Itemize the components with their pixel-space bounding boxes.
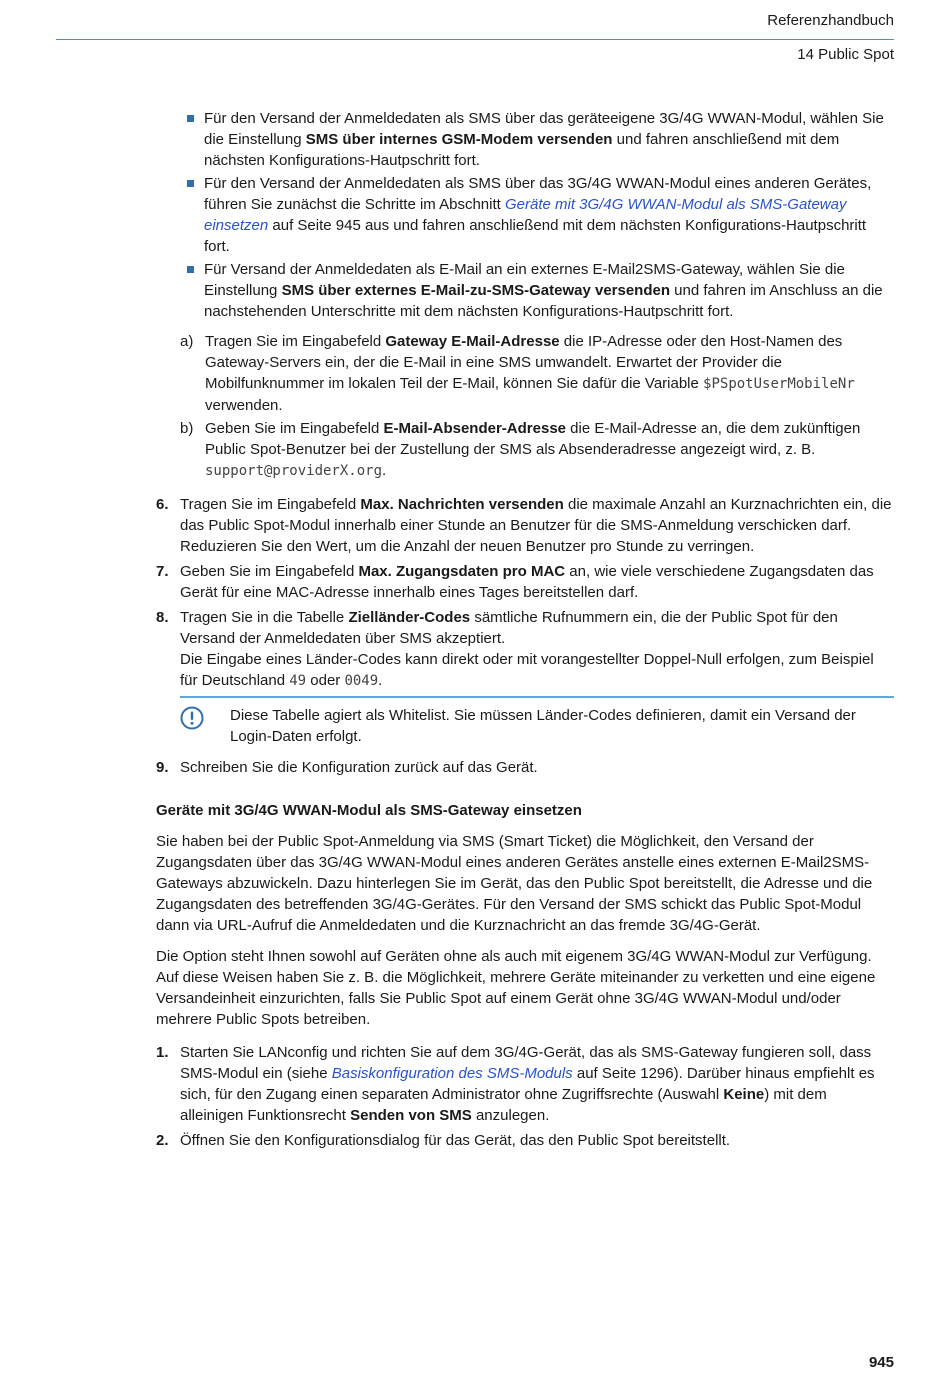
list-item: Für den Versand der Anmeldedaten als SMS über das 3G/4G WWAN-Modul eines anderen Gerätes, führen Sie zunächst die Schritte im Abschnitt Geräte mit 3G/4G WWAN-Modul als SMS-Gateway einsetzen auf Seite 945 aus und fahren anschließend mit dem nächsten Konfigurations-Hautpschritt fort. [184, 173, 894, 257]
cross-reference-link[interactable]: Geräte mit 3G/4G WWAN-Modul als SMS-Gateway einsetzen [204, 196, 847, 234]
bullet-square-icon [187, 180, 194, 187]
note-box [180, 696, 894, 751]
table-name: Zielländer-Codes [348, 609, 471, 626]
step-number: 8. [156, 609, 169, 626]
option-bullet-list [184, 108, 894, 322]
code-variable: $PSpotUserMobileNr [703, 376, 855, 392]
paragraph: Die Option steht Ihnen sowohl auf Geräten ohne als auch mit eigenem 3G/4G WWAN-Modul zur Verfügung. Auf diese Weisen haben Sie z. B. die Möglichkeit, mehrere Geräte miteinander zu verketten und eine eigene Versandeinheit einzurichten, falls Sie Public Spot auf einem Gerät ohne 3G/4G WWAN-Modul und/oder mehrere Public Spots betreiben. [156, 948, 876, 1028]
manual-title: Referenzhandbuch [767, 12, 894, 29]
numbered-step-list [156, 1042, 894, 1151]
code-country: 0049 [344, 673, 379, 689]
field-name: Max. Nachrichten versenden [360, 496, 564, 513]
document-body [56, 108, 894, 1155]
page-header [56, 10, 894, 66]
step-item: 1. Starten Sie LANconfig und richten Sie auf dem 3G/4G-Gerät, das als SMS-Gateway fungieren soll, dass SMS-Modul ein (siehe Basiskonfiguration des SMS-Moduls auf Seite 1296). Darüber hinaus empfiehlt es sich, für den Zugang einen separaten Administrator ohne Zugriffsrechte (Auswahl Keine) mit dem alleinigen Funktionsrecht Senden von SMS anzulegen. [156, 1044, 875, 1124]
field-name: Gateway E-Mail-Adresse [385, 333, 560, 350]
list-item: Für den Versand der Anmeldedaten als SMS über das geräteeigene 3G/4G WWAN-Modul, wählen Sie die Einstellung SMS über internes GSM-Modem versenden und fahren anschließend mit dem nächsten Konfigurations-Hautpschritt fort. [184, 108, 894, 171]
cross-reference-link[interactable]: Basiskonfiguration des SMS-Moduls [331, 1065, 573, 1082]
substep-marker: a) [180, 333, 194, 350]
bullet-square-icon [187, 115, 194, 122]
code-email: support@providerX.org [205, 463, 383, 479]
substep-item: b) Geben Sie im Eingabefeld E-Mail-Absender-Adresse die E-Mail-Adresse an, die dem zukünftigen Public Spot-Benutzer bei der Zustellung der SMS als Absenderadresse angezeigt wird, z. B. support@providerX.org. [180, 420, 861, 479]
setting-name: SMS über internes GSM-Modem versenden [305, 131, 613, 148]
step-item: 7. Geben Sie im Eingabefeld Max. Zugangsdaten pro MAC an, wie viele verschiedene Zugangsdaten das Gerät für eine MAC-Adresse innerhalb eines Tages bereitstellen darf. [156, 563, 874, 601]
substep-item: a) Tragen Sie im Eingabefeld Gateway E-Mail-Adresse die IP-Adresse oder den Host-Namen des Gateway-Servers ein, der die E-Mail in eine SMS umwandelt. Erwartet der Provider die Mobilfunknummer im lokalen Teil der E-Mail, können Sie dafür die Variable $PSpotUserMobileNr verwenden. [180, 333, 855, 414]
substep-marker: b) [180, 420, 194, 437]
page-number: 945 [868, 1354, 894, 1371]
step-number: 7. [156, 563, 169, 580]
step-number: 2. [156, 1132, 169, 1149]
note-text: Diese Tabelle agiert als Whitelist. Sie müssen Länder-Codes definieren, damit ein Versand der Login-Daten erfolgt. [230, 707, 856, 745]
permission-name: Senden von SMS [350, 1107, 472, 1124]
step-number: 1. [156, 1044, 169, 1061]
step-item: 9. Schreiben Sie die Konfiguration zurück auf das Gerät. [156, 759, 538, 776]
paragraph: Sie haben bei der Public Spot-Anmeldung via SMS (Smart Ticket) die Möglichkeit, den Versand der Zugangsdaten über das 3G/4G WWAN-Modul eines anderen Gerätes anstelle eines externen E-Mail2SMS-Gateways abzuwickeln. Dazu hinterlegen Sie im Gerät, das den Public Spot bereitstellt, die Adresse und die Zugangsdaten des betreffenden 3G/4G-Gerätes. Für den Versand der SMS schickt das Public Spot-Modul dann via URL-Aufruf die Anmeldedaten und die Kurznachricht an das fremde 3G/4G-Gerät. [156, 833, 873, 934]
field-name: E-Mail-Absender-Adresse [383, 420, 567, 437]
header-divider [56, 39, 894, 40]
chapter-title: 14 Public Spot [797, 46, 894, 63]
step-number: 6. [156, 496, 169, 513]
setting-name: SMS über externes E-Mail-zu-SMS-Gateway versenden [281, 282, 671, 299]
step-number: 9. [156, 759, 169, 776]
code-country: 49 [289, 673, 307, 689]
section-heading: Geräte mit 3G/4G WWAN-Modul als SMS-Gateway einsetzen [156, 802, 582, 819]
step-item: 6. Tragen Sie im Eingabefeld Max. Nachrichten versenden die maximale Anzahl an Kurznachrichten ein, die das Public Spot-Modul innerhalb einer Stunde an Benutzer für die SMS-Anmeldung verschicken darf. Reduzieren Sie den Wert, um die Anzahl der neuen Benutzer pro Stunde zu verringen. [156, 496, 892, 555]
info-exclamation-icon [180, 706, 204, 730]
field-name: Max. Zugangsdaten pro MAC [358, 563, 566, 580]
list-item: Für Versand der Anmeldedaten als E-Mail an ein externes E-Mail2SMS-Gateway, wählen Sie die Einstellung SMS über externes E-Mail-zu-SMS-Gateway versenden und fahren im Anschluss an die nachstehenden Unterschritte mit dem nächsten Konfigurations-Hautpschritt fort. [184, 259, 894, 322]
substep-list [180, 331, 894, 482]
step-item: 8. Tragen Sie in die Tabelle Zielländer-Codes sämtliche Rufnummern ein, die der Public Spot für den Versand der Anmeldedaten über SMS akzeptiert. Die Eingabe eines Länder-Codes kann direkt oder mit vorangestellter Doppel-Null erfolgen, zum Beispiel für Deutschland 49 oder 0049. [156, 609, 874, 689]
numbered-step-list [156, 494, 894, 692]
bullet-square-icon [187, 266, 194, 273]
step-item: 2. Öffnen Sie den Konfigurationsdialog für das Gerät, das den Public Spot bereitstellt. [156, 1132, 731, 1149]
numbered-step-list [156, 757, 894, 778]
option-name: Keine [723, 1086, 765, 1103]
